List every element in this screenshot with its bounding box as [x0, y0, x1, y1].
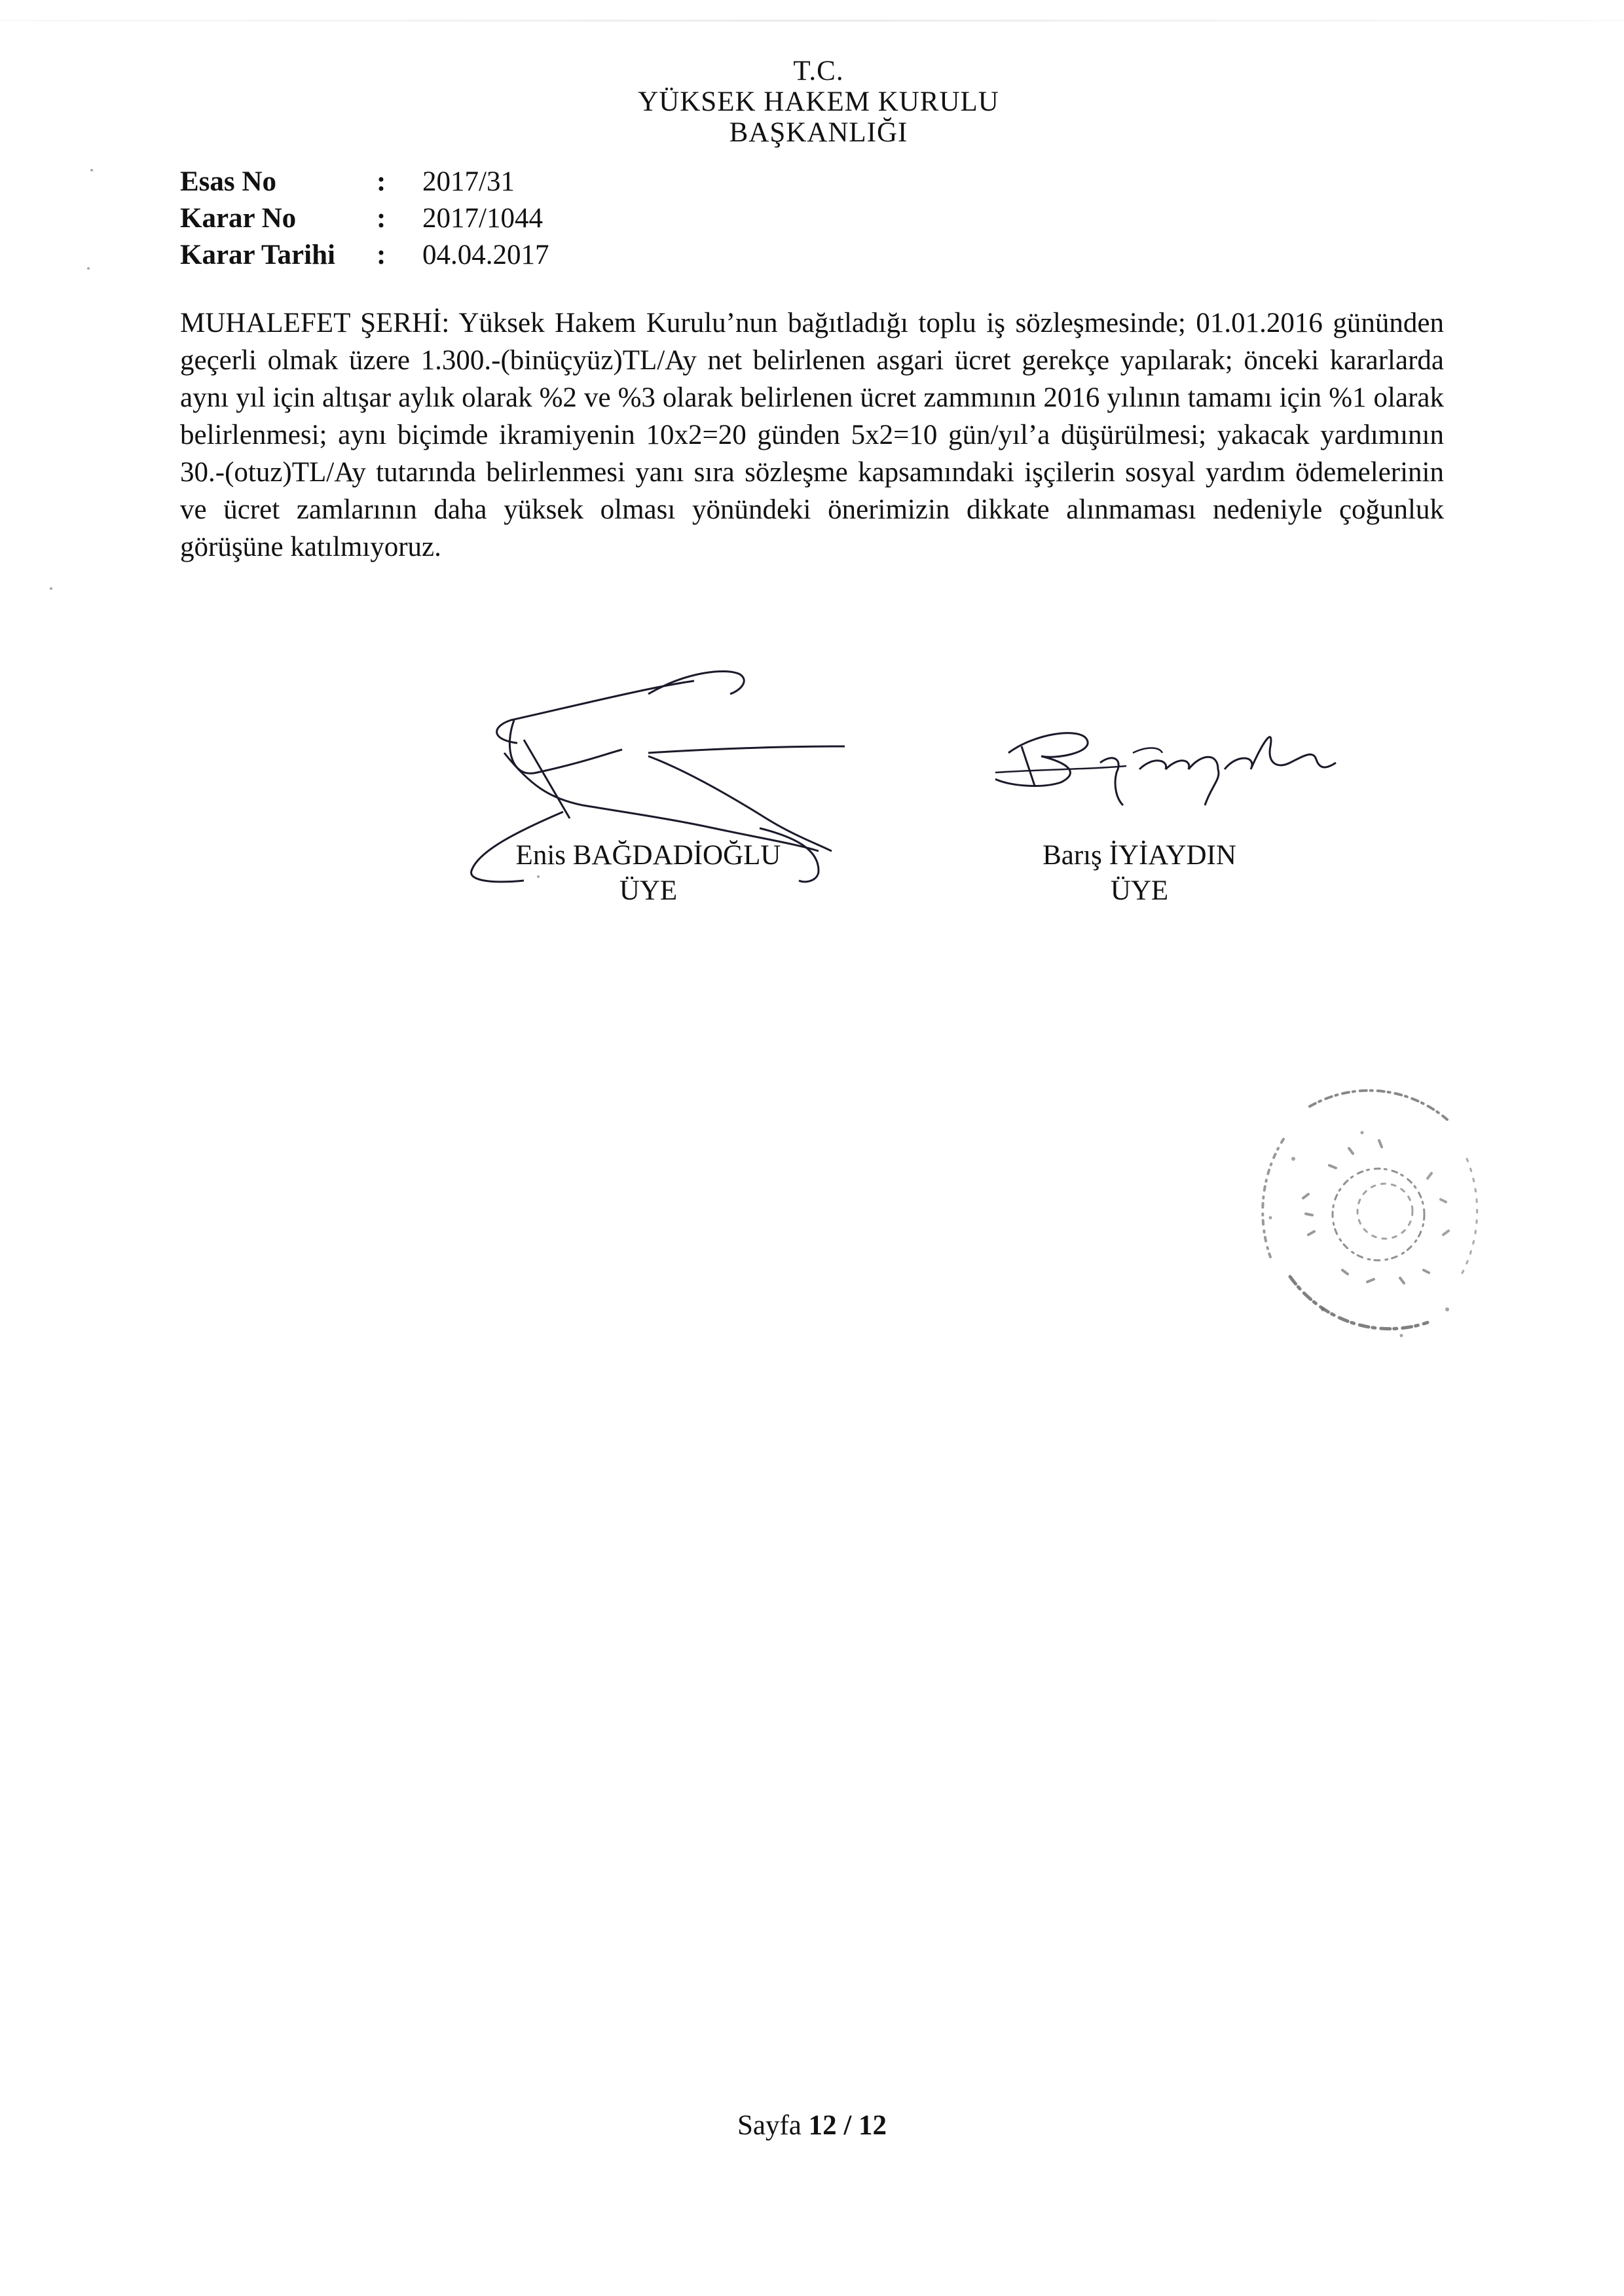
signature-block-left [419, 838, 877, 909]
scan-speck [90, 169, 93, 172]
case-label: Karar No [180, 203, 297, 234]
case-value: 04.04.2017 [422, 240, 549, 270]
dissent-paragraph: MUHALEFET ŞERHİ: Yüksek Hakem Kurulu’nun bağıtladığı toplu iş sözleşmesinde; 01.01.2016 gününden geçerli olmak üzere 1.300.-(binüçyüz)TL/Ay net belirlenen asgari ücret gerekçe yapılarak; önceki kararlarda aynı yıl için altışar aylık olarak %2 ve %3 olarak belirlenen ücret zammının 2016 yılının tamamı için %1 olarak belirlenmesi; aynı biçimde ikramiyenin 10x2=20 günden 5x2=10 gün/yıl’a düşürülmesi; yakacak yardımının 30.-(otuz)TL/Ay tutarında belirlenmesi yanı sıra sözleşme kapsamındaki işçilerin sosyal yardım ödemelerinin ve ücret zamlarının daha yüksek olması yönündeki önerimizin dikkate alınmaması nedeniyle çoğunluk görüşüne katılmıyoruz. [180, 308, 1444, 562]
case-value: 2017/31 [422, 166, 515, 197]
signatory-role: ÜYE [619, 875, 678, 906]
header-line-tc: T.C. [793, 56, 844, 86]
case-row-karar-tarihi [180, 237, 549, 274]
signatory-name: Enis BAĞDADİOĞLU [515, 840, 781, 871]
scan-speck [87, 267, 90, 270]
scan-edge [0, 20, 1624, 22]
scan-speck [537, 875, 540, 878]
header-line-office: BAŞKANLIĞI [729, 117, 908, 148]
case-colon: : [377, 240, 386, 270]
case-info [180, 164, 549, 274]
case-colon: : [377, 166, 386, 197]
case-label: Karar Tarihi [180, 240, 335, 270]
scan-speck [50, 587, 52, 590]
case-label: Esas No [180, 166, 276, 197]
document-header [458, 56, 1179, 148]
signature-right-drawing [982, 707, 1349, 812]
signature-block-right [910, 838, 1369, 909]
footer-prefix: Sayfa [737, 2110, 809, 2141]
page-footer [0, 2109, 1624, 2141]
header-line-institution: YÜKSEK HAKEM KURULU [638, 86, 999, 117]
page-number: 12 / 12 [808, 2110, 887, 2141]
signatory-role: ÜYE [1110, 875, 1169, 906]
case-row-karar-no [180, 200, 549, 237]
case-colon: : [377, 203, 386, 234]
official-stamp [1231, 1061, 1506, 1362]
case-value: 2017/1044 [422, 203, 543, 234]
case-row-esas-no [180, 164, 549, 200]
signatory-name: Barış İYİAYDIN [1043, 840, 1236, 871]
